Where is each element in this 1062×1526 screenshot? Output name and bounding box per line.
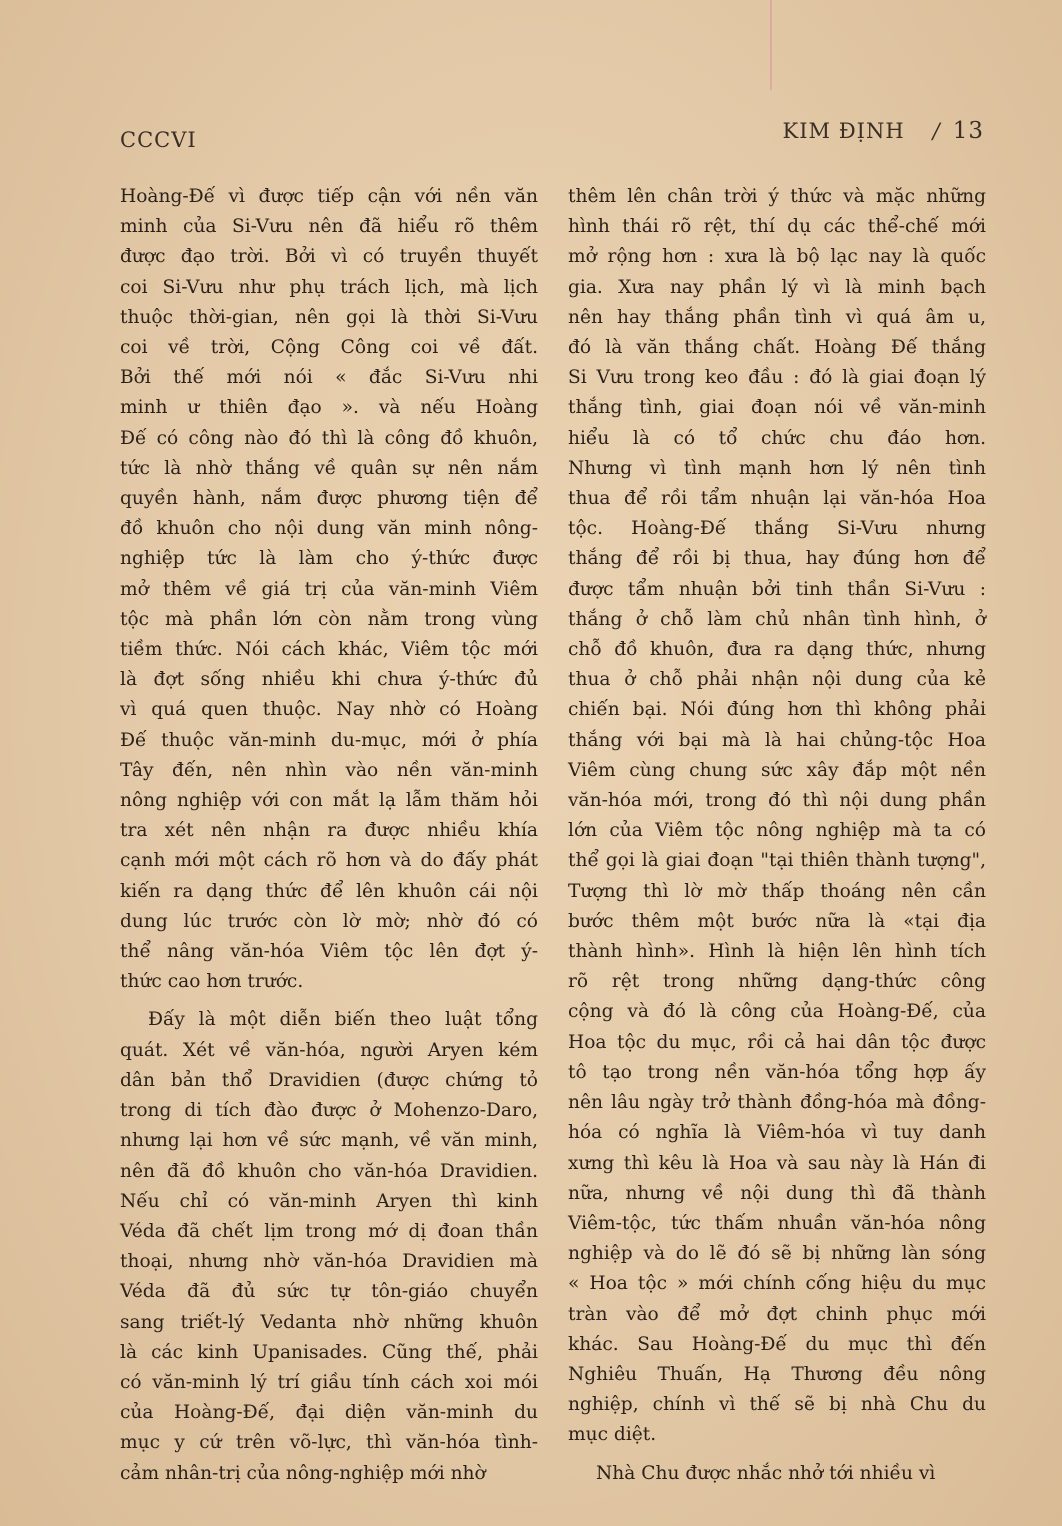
text-line: Viêm-tộc, tức thấm nhuần văn-hóa nông — [568, 1212, 986, 1234]
text-line: văn-hóa mới, trong đó thì nội dung phần — [568, 790, 986, 812]
text-line: hóa có nghĩa là Viêm-hóa vì tuy danh — [568, 1122, 986, 1144]
text-line: nên đã đồ khuôn cho văn-hóa Dravidien. — [120, 1160, 538, 1182]
text-line: nên hay thắng phần tình vì quá âm u, — [568, 306, 986, 328]
text-line: thuộc thời-gian, nên gọi là thời Si-Vưu — [120, 306, 538, 328]
text-line: trong di tích đào được ở Mohenzo-Daro, — [120, 1100, 538, 1122]
text-line: mở rộng hơn : xưa là bộ lạc nay là quốc — [568, 246, 986, 268]
page-number: 13 — [952, 118, 984, 144]
text-line: bước thêm một bước nữa là «tại địa — [568, 910, 986, 932]
text-line: có văn-minh lý trí giầu tính cách xoi mói — [120, 1371, 538, 1393]
text-line: thành hình». Hình là hiện lên hình tích — [568, 941, 986, 963]
text-line: thua ở chỗ phải nhận nội dung của kẻ — [568, 669, 986, 691]
text-line: là các kinh Upanisades. Cũng thế, phải — [120, 1341, 538, 1363]
text-line: Tây đến, nên nhìn vào nền văn-minh — [120, 759, 538, 781]
text-line: Viêm cùng chung sức xây đắp một nền — [568, 759, 986, 781]
text-line: Véda đã chết lịm trong mớ dị đoan thần — [120, 1220, 538, 1242]
text-line: mục diệt. — [568, 1424, 657, 1446]
text-line: sang triết-lý Vedanta nhờ những khuôn — [120, 1311, 538, 1333]
margin-mark — [770, 0, 772, 90]
text-line: Đế thuộc văn-minh du-mục, mới ở phía — [120, 729, 538, 751]
text-line: mục y cứ trên võ-lực, thì văn-hóa tình- — [120, 1432, 538, 1454]
text-line: Si Vưu trong keo đầu : đó là giai đoạn lý — [568, 367, 986, 389]
text-line: tô tạo trong nền văn-hóa tổng hợp ấy — [568, 1061, 986, 1083]
text-line: Tượng thì lờ mờ thấp thoáng nên cần — [568, 880, 986, 902]
text-line: gia. Xưa nay phần lý vì là minh bạch — [568, 276, 986, 298]
text-line: được tẩm nhuận bởi tinh thần Si-Vưu : — [568, 578, 986, 600]
text-line: Nghiêu Thuấn, Hạ Thương đều nông — [568, 1363, 986, 1385]
text-line: cộng và đó là công của Hoàng-Đế, của — [568, 1001, 986, 1023]
text-line: tiềm thức. Nói cách khác, Viêm tộc mới — [120, 639, 538, 661]
text-line: đồ khuôn cho nội dung văn minh nông- — [120, 518, 538, 540]
text-line: nghiệp và do lẽ đó sẽ bị những làn sóng — [568, 1243, 986, 1265]
text-line: xưng thì kêu là Hoa và sau này là Hán đi — [568, 1152, 986, 1174]
text-line: « Hoa tộc » mới chính cống hiệu du mục — [568, 1273, 986, 1295]
text-line: nghiệp, chính vì thế sẽ bị nhà Chu du — [568, 1394, 986, 1416]
text-line: dân bản thổ Dravidien (được chứng tỏ — [120, 1069, 538, 1091]
text-line: thức cao hơn trước. — [120, 971, 304, 993]
text-line: nhưng lại hơn về sức mạnh, về văn minh, — [120, 1130, 538, 1152]
text-line: tra xét nên nhận ra được nhiều khía — [120, 820, 538, 842]
text-line: tức là nhờ thắng về quân sự nên nắm — [120, 457, 538, 479]
text-line: hiểu là có tổ chức chu đáo hơn. — [568, 427, 986, 449]
text-line: rõ rệt trong những dạng-thức công — [568, 971, 986, 993]
text-line: Véda đã đủ sức tự tôn-giáo chuyển — [120, 1281, 538, 1303]
text-line: Đế có công nào đó thì là công đồ khuôn, — [120, 427, 538, 449]
author-name: KIM ĐỊNH — [782, 119, 905, 143]
text-line: Bởi thế mới nói « đắc Si-Vưu nhi — [120, 367, 538, 389]
text-line: tràn vào để mở đợt chinh phục mới — [568, 1303, 986, 1325]
text-line: Hoàng-Đế vì được tiếp cận với nền văn — [120, 186, 538, 207]
text-line: tộc mà phần lớn còn nằm trong vùng — [120, 608, 538, 630]
text-line: mở thêm về giá trị của văn-minh Viêm — [120, 578, 538, 600]
text-line: coi về trời, Cộng Công coi về đất. — [120, 337, 538, 359]
text-line: thể gọi là giai đoạn "tại thiên thành tượng", — [568, 850, 986, 872]
text-line: minh của Si-Vưu nên đã hiểu rõ thêm — [120, 216, 538, 238]
text-line: Nhà Chu được nhắc nhở tới nhiều vì — [596, 1462, 936, 1484]
running-head-right — [783, 118, 984, 144]
running-head-left: CCCVI — [120, 128, 197, 152]
text-line: là đợt sống nhiều khi chưa ý-thức đủ — [120, 669, 538, 691]
text-line: cảm nhân-trị của nông-nghiệp mới nhờ — [120, 1462, 486, 1484]
left-text-column — [120, 182, 538, 1489]
text-line: tộc. Hoàng-Đế thắng Si-Vưu nhưng — [568, 518, 986, 540]
text-line: Đấy là một diễn biến theo luật tổng — [148, 1009, 538, 1031]
text-line: nghiệp tức là làm cho ý-thức được — [120, 548, 538, 570]
text-line: nên lâu ngày trở thành đồng-hóa mà đồng- — [568, 1092, 986, 1114]
text-line: thắng tình, giai đoạn nói về văn-minh — [568, 397, 986, 419]
text-line: nữa, nhưng về nội dung thì đã thành — [568, 1182, 986, 1204]
text-line: thêm lên chân trời ý thức và mặc những — [568, 186, 986, 207]
text-line: dung lúc trước còn lờ mờ; nhờ đó có — [120, 910, 538, 932]
text-line: thoại, nhưng nhờ văn-hóa Dravidien mà — [120, 1251, 538, 1273]
text-line: đó là văn thắng chất. Hoàng Đế thắng — [568, 337, 986, 359]
text-line: thua để rồi tẩm nhuận lại văn-hóa Hoa — [568, 488, 986, 510]
text-line: thể nâng văn-hóa Viêm tộc lên đợt ý- — [120, 941, 538, 963]
text-line: lớn của Viêm tộc nông nghiệp mà ta có — [568, 820, 986, 842]
text-line: thắng ở chỗ làm chủ nhân tình hình, ở — [568, 608, 986, 630]
text-line: của Hoàng-Đế, đại diện văn-minh du — [120, 1402, 538, 1424]
text-line: cạnh mới một cách rõ hơn và do đấy phát — [120, 850, 538, 872]
header-separator: / — [932, 119, 941, 143]
text-line: coi Si-Vưu như phụ trách lịch, mà lịch — [120, 276, 538, 298]
text-line: khác. Sau Hoàng-Đế du mục thì đến — [568, 1333, 986, 1355]
text-line: vì quá quen thuộc. Nay nhờ có Hoàng — [120, 699, 538, 721]
text-line: chỗ đồ khuôn, đưa ra dạng thức, nhưng — [568, 639, 986, 661]
right-text-column — [568, 182, 986, 1489]
text-line: thắng với bại mà là hai chủng-tộc Hoa — [568, 729, 986, 751]
text-line: quát. Xét về văn-hóa, người Aryen kém — [120, 1039, 538, 1061]
text-line: hình thái rõ rệt, thí dụ các thể-chế mới — [568, 216, 986, 238]
text-line: Nếu chỉ có văn-minh Aryen thì kinh — [120, 1190, 538, 1212]
text-line: chiến bại. Nói đúng hơn thì không phải — [568, 699, 986, 721]
text-line: quyền hành, nắm được phương tiện để — [120, 488, 538, 510]
text-line: minh ư thiên đạo ». và nếu Hoàng — [120, 397, 538, 419]
text-line: thắng để rồi bị thua, hay đúng hơn để — [568, 548, 986, 570]
text-line: Nhưng vì tình mạnh hơn lý nên tình — [568, 457, 986, 479]
text-line: Hoa tộc du mục, rồi cả hai dân tộc được — [568, 1031, 986, 1053]
text-line: nông nghiệp với con mắt lạ lẫm thăm hỏi — [120, 790, 538, 812]
text-line: được đạo trời. Bởi vì có truyền thuyết — [120, 246, 538, 268]
text-line: kiến ra dạng thức để lên khuôn cái nội — [120, 880, 538, 902]
